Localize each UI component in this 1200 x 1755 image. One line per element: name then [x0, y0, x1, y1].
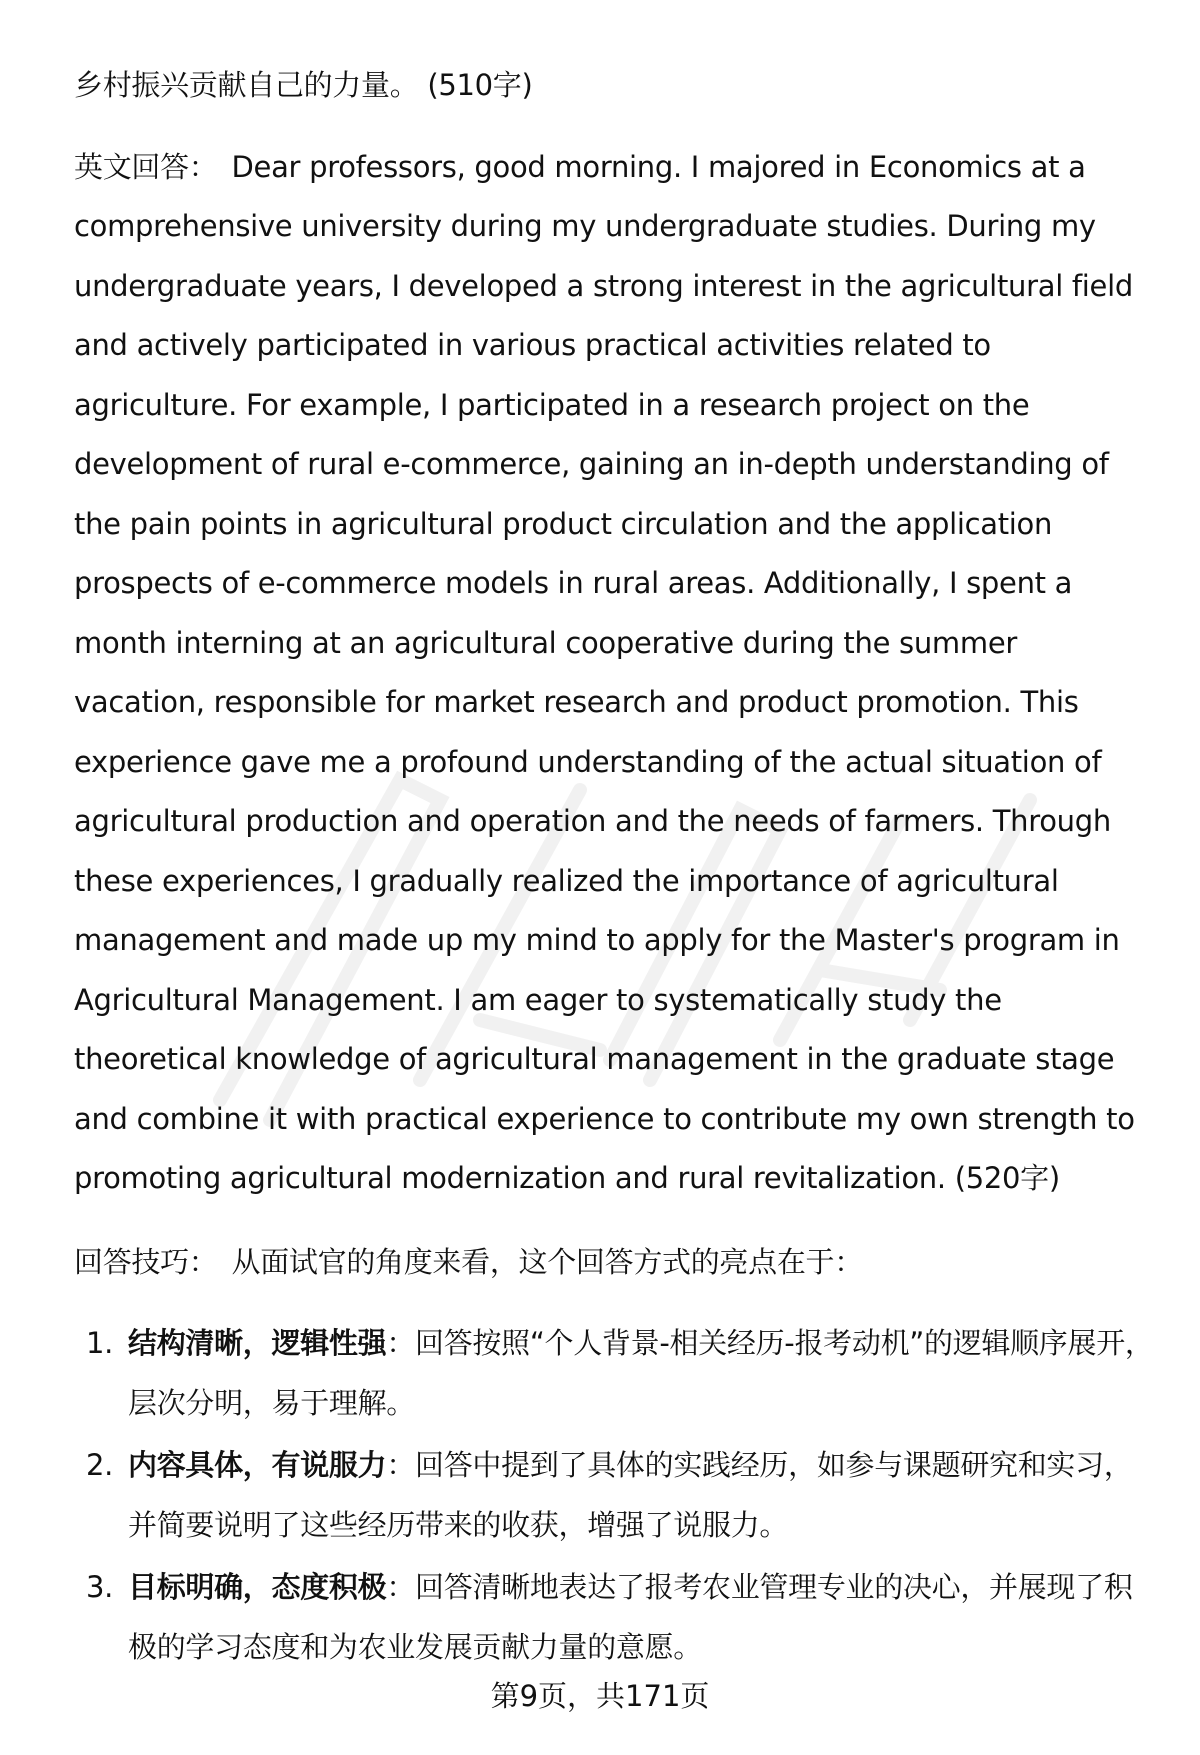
tips-list: [74, 1314, 1154, 1677]
list-item: [74, 1436, 1154, 1555]
list-item-title: 结构清晰，逻辑性强: [128, 1326, 387, 1360]
tips-label: 回答技巧：: [74, 1244, 218, 1279]
tips-intro: 从面试官的角度来看，这个回答方式的亮点在于：: [231, 1244, 863, 1279]
list-item-number: 3.: [86, 1570, 114, 1604]
page-number-footer: 第9页，共171页: [490, 1679, 710, 1713]
document-page: [74, 56, 1154, 1680]
english-answer-text: Dear professors, good morning. I majored in Economics at a comprehensive university during my undergraduate studies. During my undergraduate years, I developed a strong interest in the agricultural field and actively participated in various practical activities related to agriculture. For example, I participated in a research project on the development of rural e-commerce, gaining an in-depth understanding of the pain points in agricultural product circulation and the application prospects of e-commerce models in rural areas. Additionally, I spent a month interning at an agricultural cooperative during the summer vacation, responsible for market research and product promotion. This experience gave me a profound understanding of the actual situation of agricultural production and operation and the needs of farmers. Through these experiences, I gradually realized the importance of agricultural management and made up my mind to apply for the Master's program in Agricultural Management. I am eager to systematically study the theoretical knowledge of agricultural management in the graduate stage and combine it with practical experience to contribute my own strength to promoting agricultural modernization and rural revitalization. (520字): [74, 149, 1135, 1195]
list-item-title: 目标明确，态度积极: [128, 1570, 387, 1604]
list-item-text: ：回答中提到了具体的实践经历，如参与课题研究和实习，并简要说明了这些经历带来的收获，增强了说服力。: [128, 1448, 1133, 1542]
english-answer-label: 英文回答：: [74, 149, 218, 184]
list-item-number: 2.: [86, 1448, 114, 1482]
list-item-text: ：回答清晰地表达了报考农业管理专业的决心，并展现了积极的学习态度和为农业发展贡献力量的意愿。: [128, 1570, 1133, 1664]
tips-heading: [74, 1233, 1154, 1293]
english-answer-paragraph: [74, 138, 1154, 1209]
list-item-title: 内容具体，有说服力: [128, 1448, 387, 1482]
list-item: [74, 1314, 1154, 1433]
list-item-number: 1.: [86, 1326, 114, 1360]
list-item-text: ：回答按照“个人背景-相关经历-报考动机”的逻辑顺序展开，层次分明，易于理解。: [128, 1326, 1154, 1420]
intro-end-paragraph: 乡村振兴贡献自己的力量。 (510字): [74, 68, 533, 102]
list-item: [74, 1558, 1154, 1677]
